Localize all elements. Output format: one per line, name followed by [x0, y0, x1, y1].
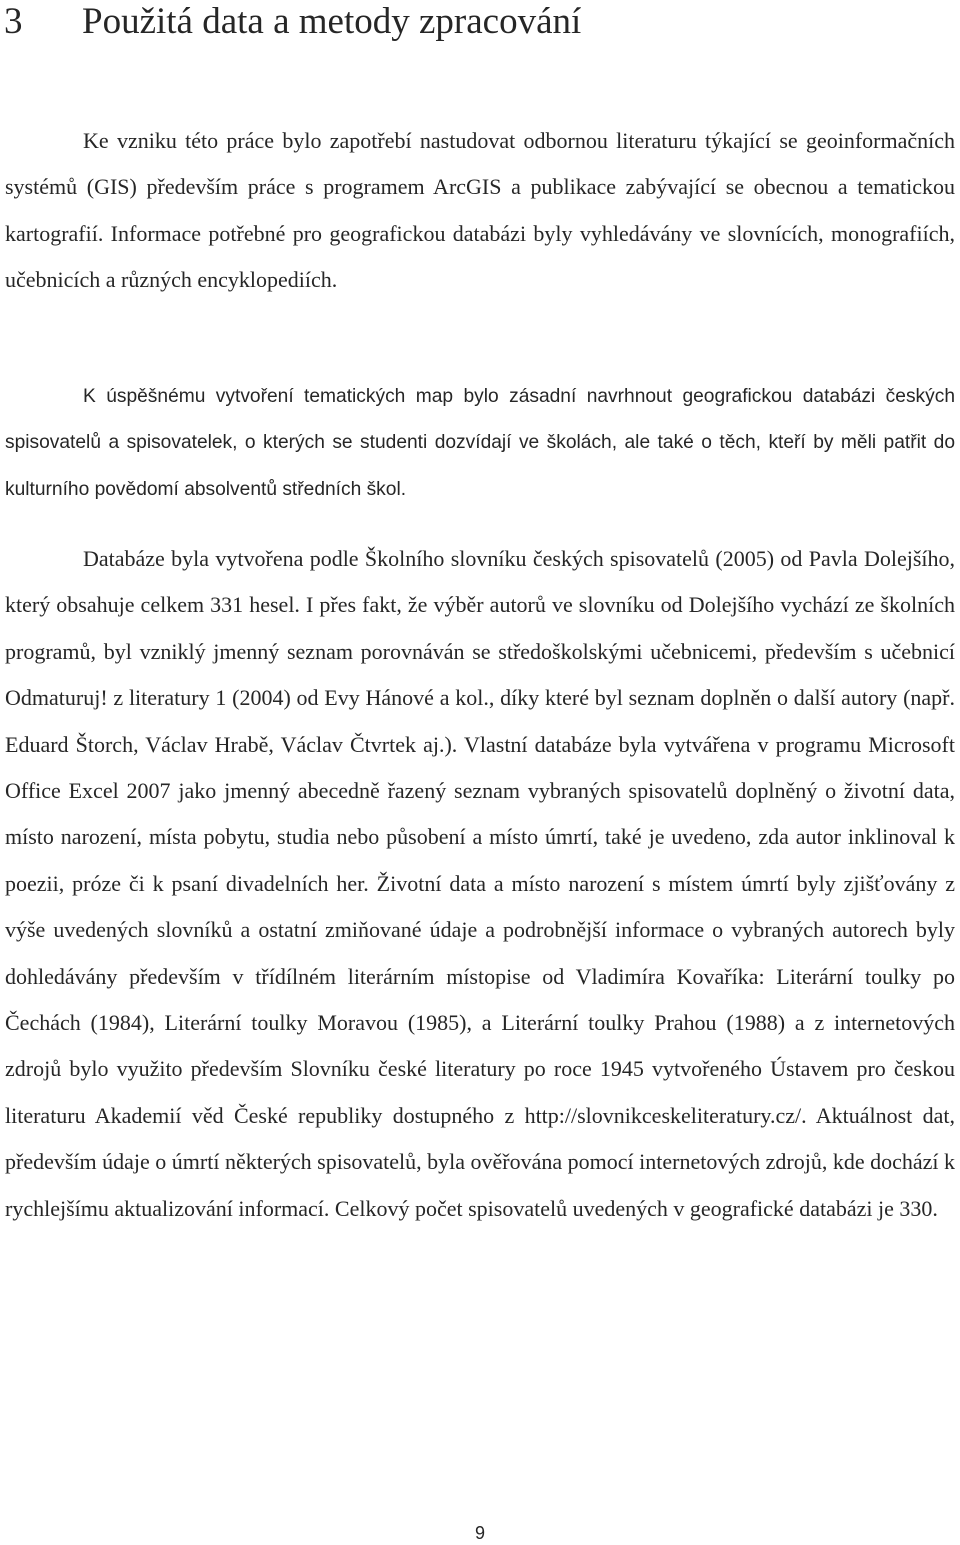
page-number: 9 [474, 1523, 485, 1543]
paragraph-intro: Ke vzniku této práce bylo zapotřebí nastudovat odbornou literaturu týkající se geoinformačních systémů (GIS) především práce s programem ArcGIS a publikace zabývající se obecnou a tematickou kartografií. Informace potřebné pro geografickou databázi byly vyhledávány ve slovnících, monografiích, učebnicích a různých encyklopediích. [5, 128, 955, 293]
chapter-number: 3 [4, 1, 23, 42]
chapter-heading [4, 0, 581, 44]
paragraph-database: Databáze byla vytvořena podle Školního slovníku českých spisovatelů (2005) od Pavla Dolejšího, který obsahuje celkem 331 hesel. I přes fakt, že výběr autorů ve slovníku od Dolejšího vychází ze školních programů, byl vzniklý jmenný seznam porovnáván se středoškolskými učebnicemi, především s učebnicí Odmaturuj! z literatury 1 (2004) od Evy Hánové a kol., díky které byl seznam doplněn o další autory (např. Eduard Štorch, Václav Hrabě, Václav Čtvrtek aj.). Vlastní databáze byla vytvářena v programu Microsoft Office Excel 2007 jako jmenný abecedně řazený seznam vybraných spisovatelů doplněný o životní data, místo narození, místa pobytu, studia nebo působení a místo úmrtí, také je uvedeno, zda autor inklinoval k poezii, próze či k psaní divadelních her. Životní data a místo narození s místem úmrtí byly zjišťovány z výše uvedených slovníků a ostatní zmiňované údaje a podrobnější informace o vybraných autorech byly dohledávány především v třídílném literárním místopise od Vladimíra Kovaříka: Literární toulky po Čechách (1984), Literární toulky Moravou (1985), a Literární toulky Prahou (1988) a z internetových zdrojů bylo využito především Slovníku české literatury po roce 1945 vytvořeného Ústavem pro českou literaturu Akademií věd České republiky dostupného z http://slovnikceskeliteratury.cz/. Aktuálnost dat, především údaje o úmrtí některých spisovatelů, byla ověřována pomocí internetových zdrojů, kde dochází k rychlejšímu aktualizování informací. Celkový počet spisovatelů uvedených v geografické databázi je 330. [5, 546, 955, 1221]
chapter-title: Použitá data a metody zpracování [82, 1, 582, 42]
paragraph-thematic-maps: K úspěšnému vytvoření tematických map bylo zásadní navrhnout geografickou databázi českých spisovatelů a spisovatelek, o kterých se studenti dozvídají ve školách, ale také o těch, kteří by měli patřit do kulturního povědomí absolventů středních škol. [5, 386, 955, 500]
